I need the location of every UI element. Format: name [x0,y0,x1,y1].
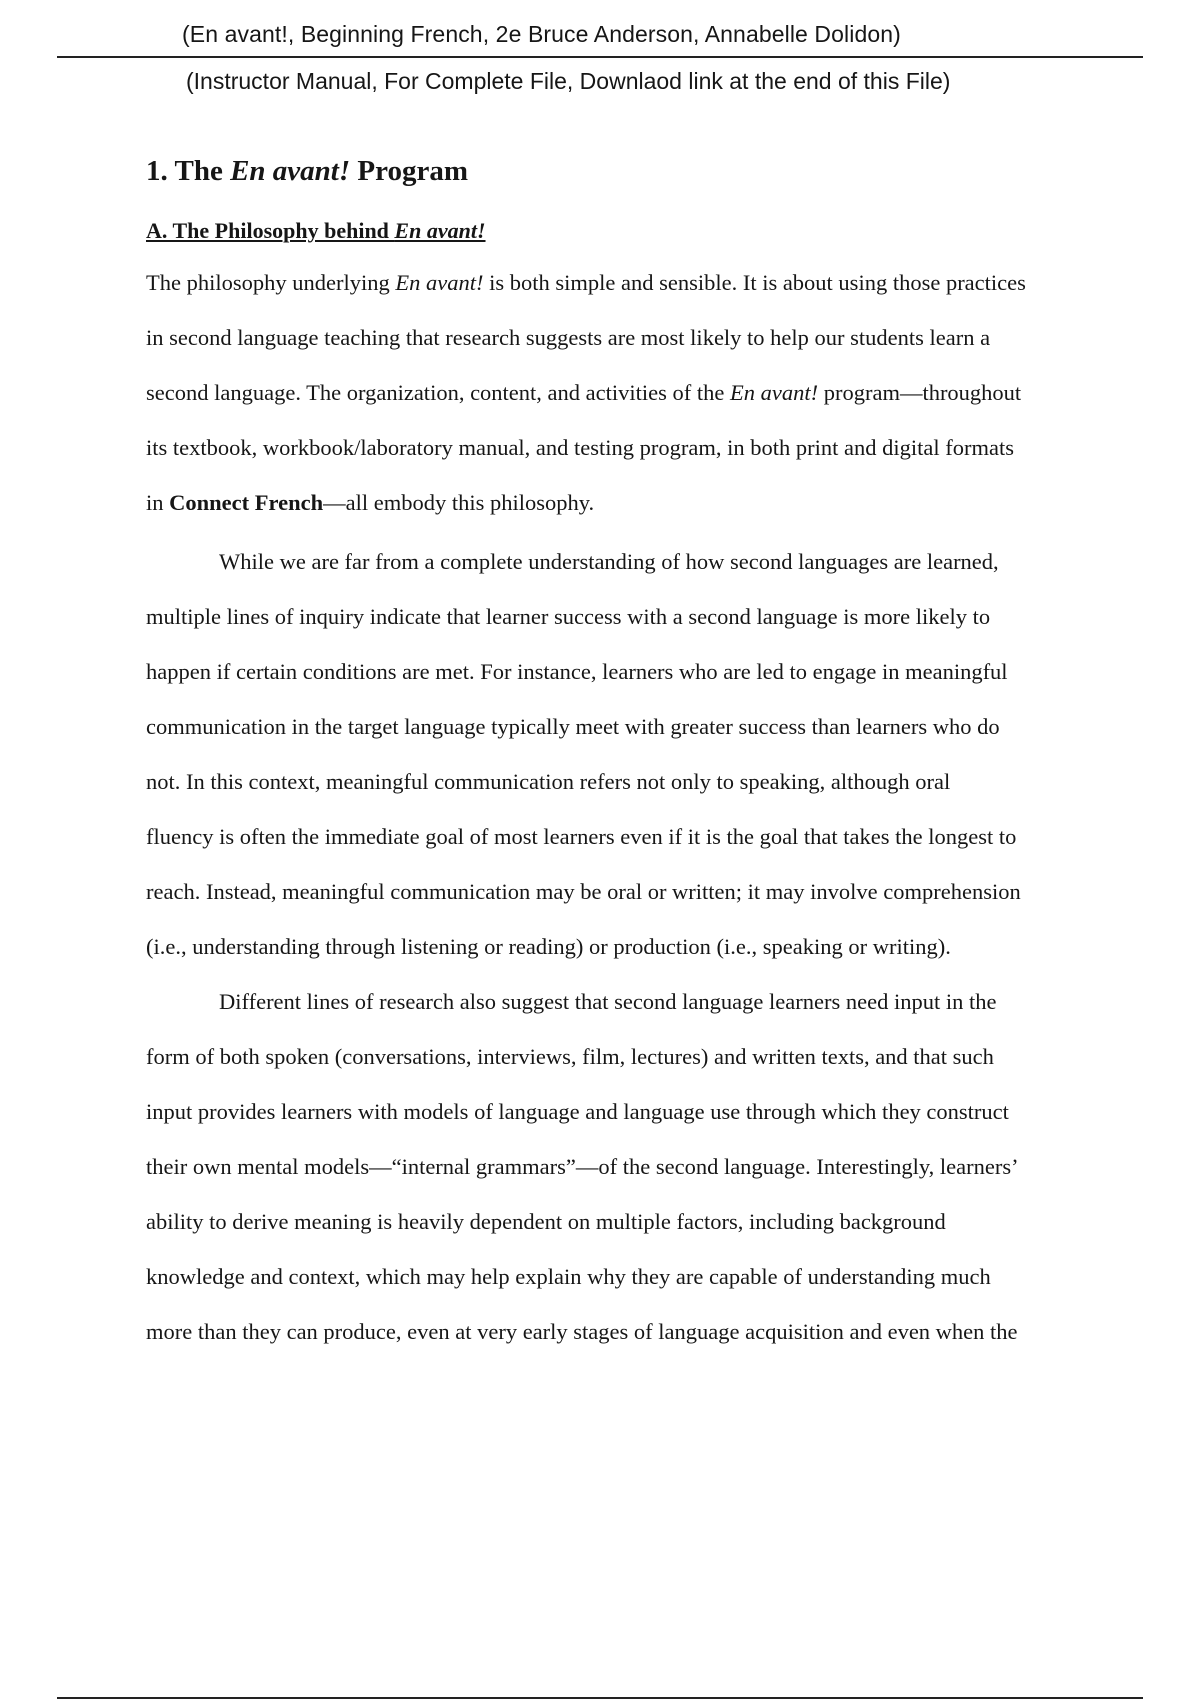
paragraph-1-line-4: its textbook, workbook/laboratory manual, and testing program, in both print and digital formats [146,435,1014,460]
section-title-italic: En avant! [230,155,351,187]
section-heading [146,155,468,188]
text-run: second language. The organization, content, and activities of the [146,380,730,405]
subsection-label-italic: En avant! [394,218,486,243]
paragraph-2-line: not. In this context, meaningful communication refers not only to speaking, although oral [146,769,951,794]
paragraph-3-line: input provides learners with models of language and language use through which they construct [146,1099,1009,1124]
text-run: program—throughout [818,380,1022,405]
section-title-suffix: Program [350,155,468,187]
header-manual-note: (Instructor Manual, For Complete File, Downlaod link at the end of this File) [186,68,951,94]
paragraph-3-line: knowledge and context, which may help explain why they are capable of understanding much [146,1264,991,1289]
paragraph-2-line: (i.e., understanding through listening or reading) or production (i.e., speaking or writing). [146,934,951,959]
section-number: 1. [146,155,168,187]
paragraph-1-line-2: in second language teaching that research suggests are most likely to help our students learn a [146,325,991,350]
text-run: —all embody this philosophy. [323,490,595,515]
text-run: in [146,490,170,515]
paragraph-2-line: communication in the target language typically meet with greater success than learners who do [146,714,1000,739]
paragraph-2-line: reach. Instead, meaningful communication may be oral or written; it may involve comprehension [146,879,1021,904]
footer-rule [57,1697,1143,1699]
section-title-prefix: The [174,155,231,187]
header-rule [57,56,1143,58]
paragraph-1-line-3 [146,378,1021,408]
italic-title: En avant! [395,270,484,295]
italic-title: En avant! [729,380,819,405]
text-run: is both simple and sensible. It is about using those practices [483,270,1026,295]
paragraph-2-line: fluency is often the immediate goal of most learners even if it is the goal that takes the longest to [146,824,1017,849]
paragraph-2-line: happen if certain conditions are met. For instance, learners who are led to engage in meaningful [146,659,1008,684]
paragraph-2-line: multiple lines of inquiry indicate that learner success with a second language is more likely to [146,604,991,629]
paragraph-3-line: form of both spoken (conversations, interviews, film, lectures) and written texts, and that such [146,1044,994,1069]
text-run: The philosophy underlying [146,270,396,295]
paragraph-2-line: While we are far from a complete understanding of how second languages are learned, [219,549,999,574]
paragraph-3-line: their own mental models—“internal grammars”—of the second language. Interestingly, learners’ [146,1154,1019,1179]
paragraph-1-line-5 [146,488,594,518]
subsection-heading [146,218,486,244]
paragraph-3-line: Different lines of research also suggest that second language learners need input in the [219,989,997,1014]
subsection-label-prefix: A. The Philosophy behind [146,218,395,243]
header-book-citation: (En avant!, Beginning French, 2e Bruce Anderson, Annabelle Dolidon) [182,21,901,47]
paragraph-3-line: more than they can produce, even at very early stages of language acquisition and even when the [146,1319,1018,1344]
paragraph-1-line-1 [146,268,1026,298]
bold-product-name: Connect French [169,490,324,515]
paragraph-3-line: ability to derive meaning is heavily dependent on multiple factors, including background [146,1209,946,1234]
